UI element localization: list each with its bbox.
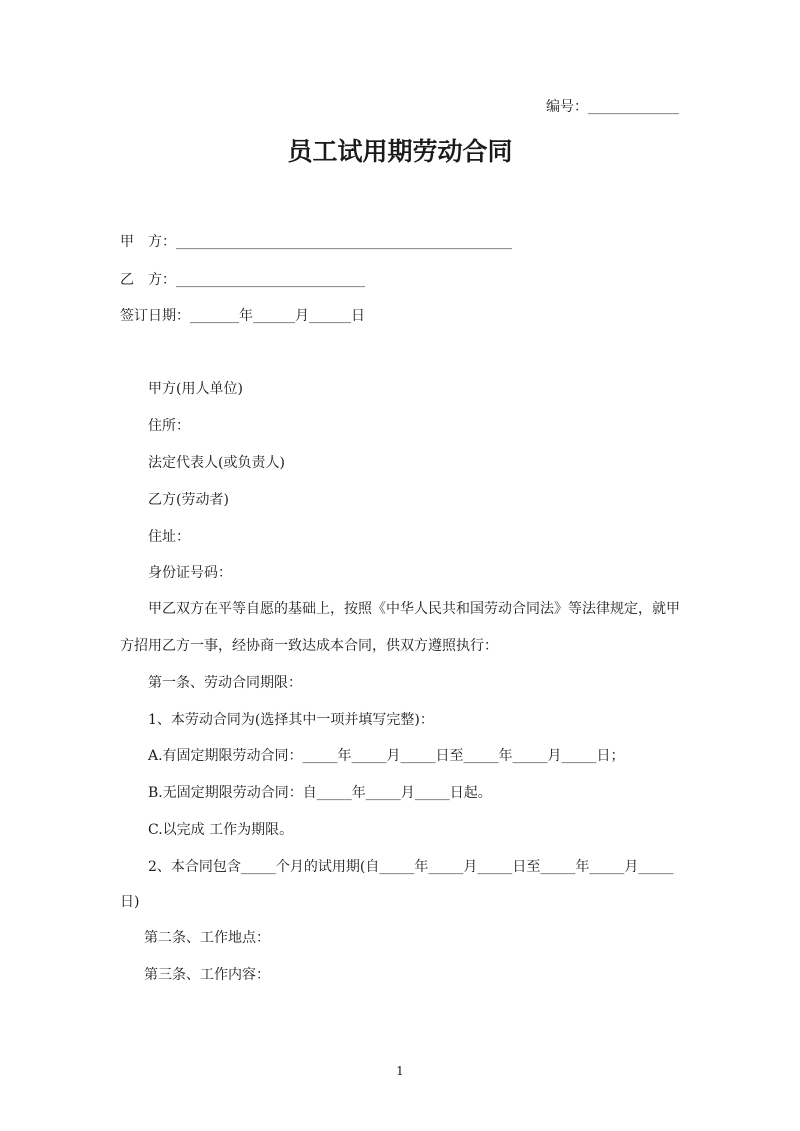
article-1-heading: 第一条、劳动合同期限： — [148, 675, 302, 691]
preamble-line-1: 甲乙双方在平等自愿的基础上，按照《中华人民共和国劳动合同法》等法律规定，就甲 — [148, 601, 680, 617]
page-number: 1 — [396, 1064, 404, 1078]
employee-label: 乙方(劳动者) — [148, 492, 229, 508]
clause-1-2-line-2: 日) — [120, 894, 140, 910]
option-c-task-term: C.以完成 工作为期限。 — [148, 822, 294, 838]
clause-1-2-line-1: 2、本合同包含_____个月的试用期(自_____年_____月_____日至_____年_____月_____ — [148, 859, 674, 875]
article-2-heading: 第二条、工作地点： — [144, 930, 270, 946]
serial-number-label: 编号：_____________ — [546, 99, 679, 115]
party-b-field: 乙 方：___________________________ — [120, 272, 365, 288]
employer-address-label: 住所： — [148, 418, 190, 434]
sign-date-field: 签订日期：_______年______月______日 — [120, 308, 365, 324]
clause-1-1: 1、本劳动合同为(选择其中一项并填写完整)： — [148, 712, 434, 728]
document-title: 员工试用期劳动合同 — [287, 137, 513, 166]
preamble-line-2: 方招用乙方一事，经协商一致达成本合同，供双方遵照执行： — [120, 638, 498, 654]
article-3-heading: 第三条、工作内容： — [144, 967, 270, 983]
option-b-open-term: B.无固定期限劳动合同：自_____年_____月_____日起。 — [148, 785, 492, 801]
employer-label: 甲方(用人单位) — [148, 381, 243, 397]
id-number-label: 身份证号码： — [148, 565, 232, 581]
option-a-fixed-term: A.有固定期限劳动合同：_____年_____月_____日至_____年_____月_____日； — [148, 748, 625, 764]
legal-representative-label: 法定代表人(或负责人) — [148, 455, 285, 471]
employee-address-label: 住址： — [148, 529, 190, 545]
party-a-field: 甲 方：________________________________________________ — [120, 234, 512, 250]
